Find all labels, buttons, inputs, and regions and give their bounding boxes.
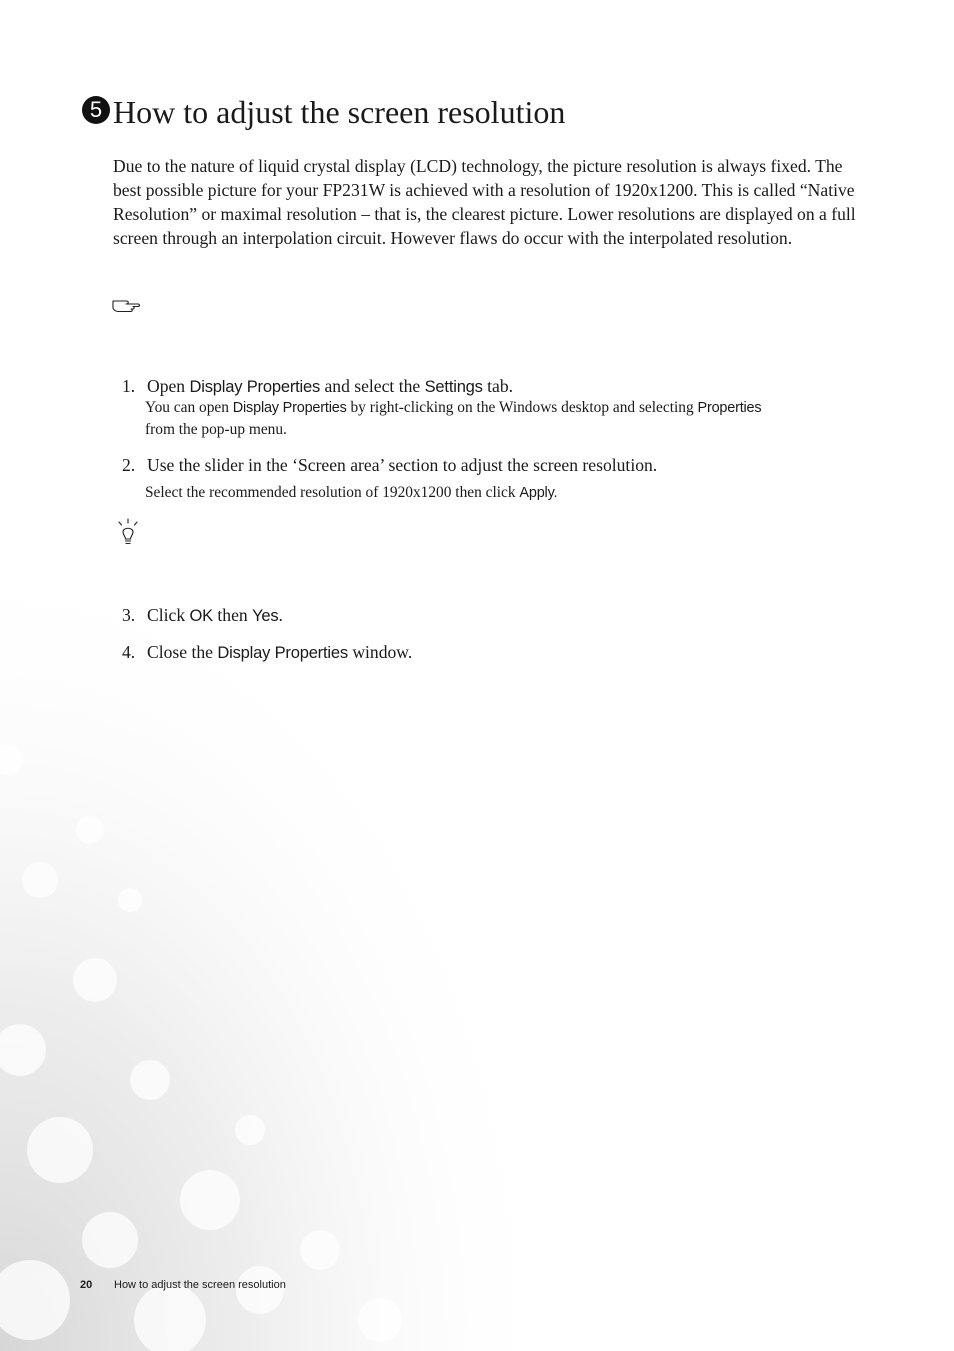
display-properties-label: Display Properties	[217, 643, 348, 662]
step-number: 4.	[122, 642, 136, 662]
step-4: 4. Close the Display Properties window.	[122, 642, 413, 662]
page-number: 20	[80, 1279, 93, 1291]
step-1: 1. Open Display Properties and select the Settings tab.	[122, 376, 514, 396]
footer-section-title: How to adjust the screen resolution	[114, 1279, 286, 1291]
properties-menu-label: Properties	[697, 400, 762, 416]
display-properties-label: Display Properties	[189, 377, 321, 396]
apply-button-label: Apply.	[519, 485, 558, 501]
chapter-number-badge: 5	[82, 96, 110, 124]
pointing-hand-icon	[112, 296, 140, 314]
yes-button-label: Yes	[252, 606, 279, 625]
step-3: 3. Click OK then Yes.	[122, 605, 283, 625]
intro-paragraph: Due to the nature of liquid crystal display (LCD) technology, the picture resolution is always fixed. The best possible picture for your FP231W is achieved with a resolution of 1920x1200. This is called “Native Resolution” or maximal resolution – that is, the clearest picture. Lower resolutions are displayed on a full screen through an interpolation circuit. However flaws do occur with the interpolated resolution.	[113, 156, 856, 248]
step-number: 3.	[122, 605, 136, 625]
display-properties-label: Display Properties	[232, 400, 347, 416]
step-2-detail: Select the recommended resolution of 1920x1200 then click Apply.	[145, 484, 558, 501]
page-title: How to adjust the screen resolution	[113, 94, 566, 130]
step-number: 2.	[122, 455, 136, 475]
step-2: 2. Use the slider in the ‘Screen area’ section to adjust the screen resolution.	[122, 455, 658, 475]
step-number: 1.	[122, 376, 136, 396]
lightbulb-icon	[116, 518, 140, 548]
settings-tab-label: Settings	[424, 377, 483, 396]
ok-button-label: OK	[189, 606, 214, 625]
step-1-detail: You can open Display Properties by right-clicking on the Windows desktop and selecting Properties from the pop-up menu.	[145, 399, 762, 438]
